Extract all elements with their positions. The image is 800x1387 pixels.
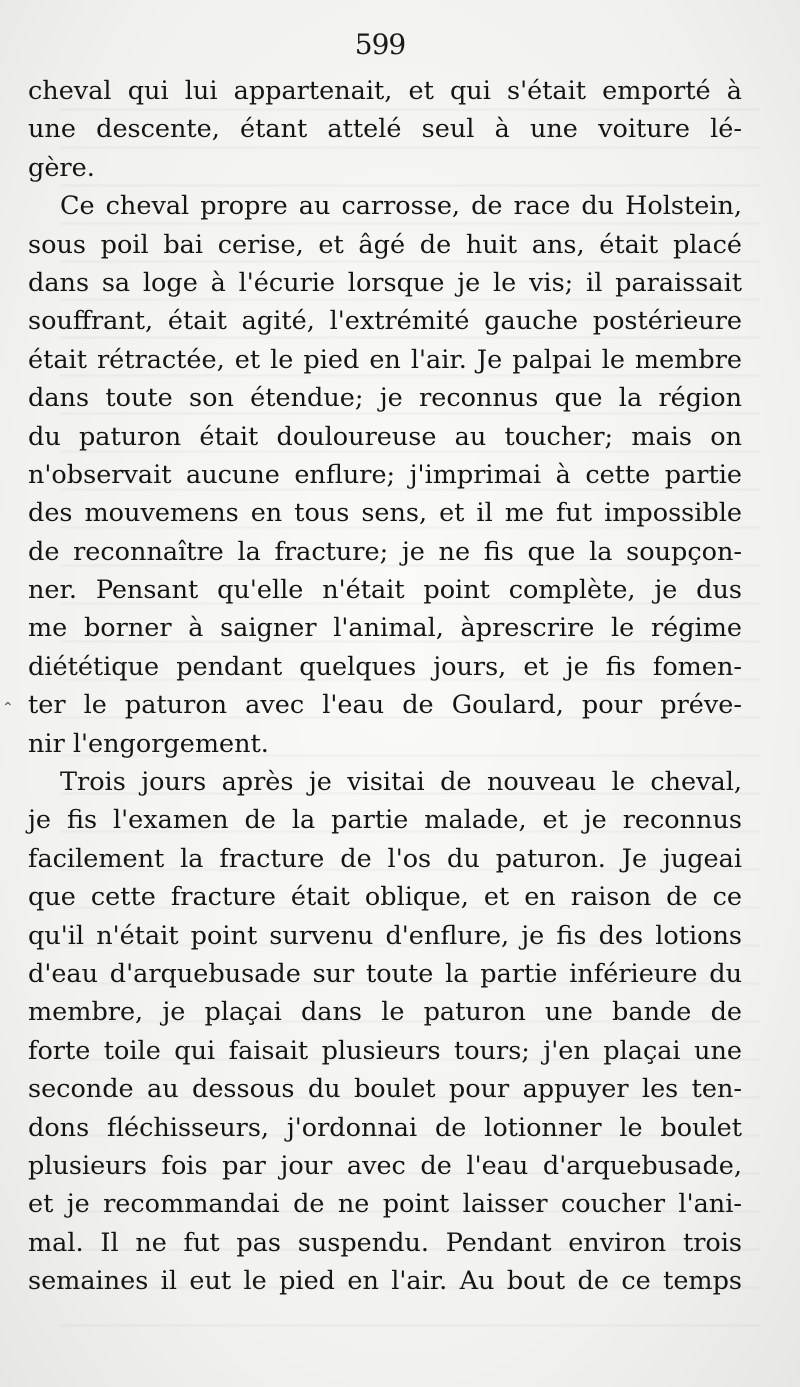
text-line: ter le paturon avec l'eau de Goulard, pour préve- [28,690,742,721]
text-line: du paturon était douloureuse au toucher; mais on [28,421,742,452]
page-number: 599 [354,28,406,61]
text-line: que cette fracture était oblique, et en raison de ce [28,882,742,913]
text-line: ner. Pensant qu'elle n'était point complète, je dus [28,575,742,606]
text-line: je fis l'examen de la partie malade, et je reconnus [28,805,742,836]
text-line: Ce cheval propre au carrosse, de race du Holstein, [60,191,742,222]
text-line: nir l'engorgement. [28,728,269,759]
text-line: plusieurs fois par jour avec de l'eau d'arquebusade, [28,1150,742,1181]
text-line: dans sa loge à l'écurie lorsque je le vis; il paraissait [28,267,742,298]
text-line: et je recommandai de ne point laisser coucher l'ani- [28,1189,742,1220]
text-line: facilement la fracture de l'os du paturon. Je jugeai [28,843,742,874]
text-line: semaines il eut le pied en l'air. Au bout de ce temps [28,1266,742,1297]
text-line: n'observait aucune enflure; j'imprimai à cette partie [28,459,742,490]
text-line: des mouvemens en tous sens, et il me fut impossible [28,498,742,529]
text-line: d'eau d'arquebusade sur toute la partie inférieure du [28,958,742,989]
margin-mark: ⌃ [2,700,14,716]
text-line: mal. Il ne fut pas suspendu. Pendant environ trois [28,1227,742,1258]
body-text [28,72,742,1301]
text-line: diététique pendant quelques jours, et je fis fomen- [28,651,742,682]
text-line: de reconnaître la fracture; je ne fis que la soupçon- [28,536,742,567]
text-line: qu'il n'était point survenu d'enflure, je fis des lotions [28,920,742,951]
text-line: était rétractée, et le pied en l'air. Je palpai le membre [28,344,742,375]
text-line: Trois jours après je visitai de nouveau le cheval, [60,767,742,798]
text-line: une descente, étant attelé seul à une voiture lé- [28,114,742,145]
text-line: dans toute son étendue; je reconnus que la région [28,383,742,414]
text-line: sous poil bai cerise, et âgé de huit ans, était placé [28,229,742,260]
text-line: souffrant, était agité, l'extrémité gauche postérieure [28,306,742,337]
text-line: membre, je plaçai dans le paturon une bande de [28,997,742,1028]
text-line: gère. [28,152,95,183]
text-line: cheval qui lui appartenait, et qui s'était emporté à [28,76,742,106]
text-line: dons fléchisseurs, j'ordonnai de lotionner le boulet [28,1112,742,1143]
text-line: forte toile qui faisait plusieurs tours; j'en plaçai une [28,1035,742,1066]
text-line: seconde au dessous du boulet pour appuyer les ten- [28,1074,742,1105]
text-line: me borner à saigner l'animal, àprescrire le régime [28,613,742,644]
